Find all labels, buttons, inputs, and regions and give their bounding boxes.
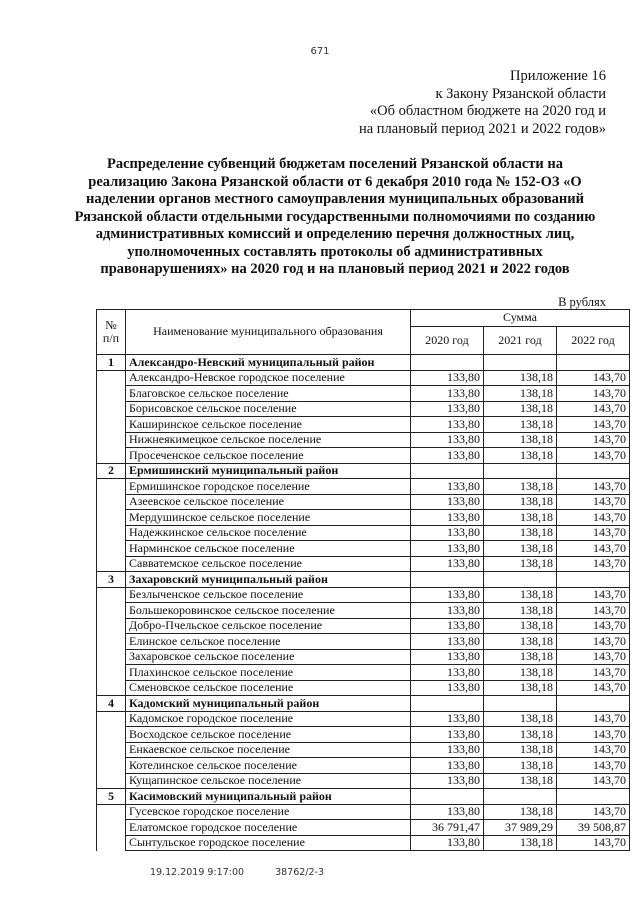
table-row xyxy=(97,370,630,386)
value-2020: 133,80 xyxy=(411,510,484,526)
value-2021: 138,18 xyxy=(484,541,557,557)
value-2021: 138,18 xyxy=(484,758,557,774)
settlement-name: Савватемское сельское поселение xyxy=(126,556,411,572)
table-row xyxy=(97,587,630,603)
value-2022: 143,70 xyxy=(557,556,630,572)
value-2020: 133,80 xyxy=(411,727,484,743)
settlement-name: Александро-Невское городское поселение xyxy=(126,370,411,386)
appendix-line-1: Приложение 16 xyxy=(510,68,606,84)
row-number-cell xyxy=(97,835,126,851)
subsidy-table xyxy=(96,309,630,851)
value-2022: 143,70 xyxy=(557,680,630,696)
value-2022: 143,70 xyxy=(557,665,630,681)
settlement-name: Ермишинское городское поселение xyxy=(126,479,411,495)
value-2021: 138,18 xyxy=(484,665,557,681)
table-row xyxy=(97,479,630,495)
value-2021: 138,18 xyxy=(484,680,557,696)
row-number-cell xyxy=(97,370,126,386)
value-2021: 138,18 xyxy=(484,417,557,433)
empty-cell xyxy=(411,696,484,712)
value-2022: 143,70 xyxy=(557,603,630,619)
value-2022: 143,70 xyxy=(557,804,630,820)
appendix-line-2: к Закону Рязанской области xyxy=(435,85,606,102)
value-2020: 133,80 xyxy=(411,618,484,634)
settlement-name: Азеевское сельское поселение xyxy=(126,494,411,510)
empty-cell xyxy=(484,463,557,479)
value-2020: 133,80 xyxy=(411,448,484,464)
value-2022: 143,70 xyxy=(557,727,630,743)
empty-cell xyxy=(557,572,630,588)
row-number-cell xyxy=(97,587,126,603)
table-row xyxy=(97,432,630,448)
appendix-line-4: на плановый период 2021 и 2022 годов» xyxy=(358,120,606,137)
district-number: 3 xyxy=(97,572,126,588)
value-2020: 133,80 xyxy=(411,603,484,619)
settlement-name: Кадомское городское поселение xyxy=(126,711,411,727)
empty-cell xyxy=(557,463,630,479)
value-2020: 133,80 xyxy=(411,680,484,696)
value-2020: 133,80 xyxy=(411,479,484,495)
empty-cell xyxy=(484,572,557,588)
empty-cell xyxy=(557,696,630,712)
settlement-name: Захаровское сельское поселение xyxy=(126,649,411,665)
value-2021: 138,18 xyxy=(484,835,557,851)
row-number-cell xyxy=(97,649,126,665)
value-2021: 138,18 xyxy=(484,556,557,572)
district-number: 1 xyxy=(97,355,126,371)
settlement-name: Надежкинское сельское поселение xyxy=(126,525,411,541)
empty-cell xyxy=(557,789,630,805)
units-label: В рублях xyxy=(558,295,606,309)
row-number-cell xyxy=(97,711,126,727)
row-number-cell xyxy=(97,541,126,557)
table-row xyxy=(97,742,630,758)
settlement-name: Безлыченское сельское поселение xyxy=(126,587,411,603)
row-number-cell xyxy=(97,634,126,650)
value-2020: 133,80 xyxy=(411,587,484,603)
settlement-name: Елатомское городское поселение xyxy=(126,820,411,836)
settlement-name: Кущапинское сельское поселение xyxy=(126,773,411,789)
value-2022: 143,70 xyxy=(557,758,630,774)
value-2022: 143,70 xyxy=(557,742,630,758)
value-2022: 143,70 xyxy=(557,401,630,417)
footer-doc-id: 38762/2-3 xyxy=(275,867,325,878)
value-2021: 138,18 xyxy=(484,711,557,727)
value-2020: 133,80 xyxy=(411,773,484,789)
value-2022: 143,70 xyxy=(557,448,630,464)
table-row xyxy=(97,494,630,510)
value-2022: 143,70 xyxy=(557,370,630,386)
value-2020: 133,80 xyxy=(411,401,484,417)
row-number-cell xyxy=(97,525,126,541)
settlement-name: Котелинское сельское поселение xyxy=(126,758,411,774)
table-row xyxy=(97,541,630,557)
district-name: Кадомский муниципальный район xyxy=(126,696,411,712)
settlement-name: Просеченское сельское поселение xyxy=(126,448,411,464)
row-number-cell xyxy=(97,727,126,743)
table-row xyxy=(97,758,630,774)
header-year-2020: 2020 год xyxy=(411,327,484,355)
row-number-cell xyxy=(97,742,126,758)
header-year-2021: 2021 год xyxy=(484,327,557,355)
table-row xyxy=(97,649,630,665)
settlement-name: Мердушинское сельское поселение xyxy=(126,510,411,526)
value-2022: 143,70 xyxy=(557,417,630,433)
value-2021: 138,18 xyxy=(484,432,557,448)
value-2021: 138,18 xyxy=(484,742,557,758)
row-number-cell xyxy=(97,417,126,433)
value-2022: 143,70 xyxy=(557,618,630,634)
empty-cell xyxy=(484,696,557,712)
empty-cell xyxy=(411,355,484,371)
table-row xyxy=(97,835,630,851)
value-2021: 138,18 xyxy=(484,386,557,402)
district-row xyxy=(97,696,630,712)
district-name: Ермишинский муниципальный район xyxy=(126,463,411,479)
settlement-name: Сынтульское городское поселение xyxy=(126,835,411,851)
document-title: Распределение субвенций бюджетам поселений Рязанской области на реализацию Закона Рязанской области от 6 декабря 2010 года № 152-ОЗ «О наделении органов местного самоуправления муниципальных образований Рязанской области отдельными государственными полномочиями по созданию административных комиссий и определению перечня должностных лиц, уполномоченных составлять протоколы об административных правонарушениях» на 2020 год и на плановый период 2021 и 2022 годов xyxy=(74,156,596,277)
value-2020: 133,80 xyxy=(411,370,484,386)
value-2022: 39 508,87 xyxy=(557,820,630,836)
table-row xyxy=(97,680,630,696)
value-2022: 143,70 xyxy=(557,510,630,526)
row-number-cell xyxy=(97,432,126,448)
settlement-name: Борисовское сельское поселение xyxy=(126,401,411,417)
value-2021: 138,18 xyxy=(484,494,557,510)
table-row xyxy=(97,603,630,619)
row-number-cell xyxy=(97,758,126,774)
row-number-cell xyxy=(97,386,126,402)
value-2022: 143,70 xyxy=(557,494,630,510)
value-2021: 138,18 xyxy=(484,649,557,665)
empty-cell xyxy=(411,463,484,479)
value-2021: 138,18 xyxy=(484,479,557,495)
district-row xyxy=(97,355,630,371)
district-row xyxy=(97,463,630,479)
row-number-cell xyxy=(97,494,126,510)
table-row xyxy=(97,665,630,681)
value-2022: 143,70 xyxy=(557,479,630,495)
value-2020: 133,80 xyxy=(411,556,484,572)
value-2021: 138,18 xyxy=(484,804,557,820)
value-2021: 138,18 xyxy=(484,727,557,743)
value-2021: 138,18 xyxy=(484,587,557,603)
row-number-cell xyxy=(97,510,126,526)
value-2020: 133,80 xyxy=(411,417,484,433)
value-2022: 143,70 xyxy=(557,649,630,665)
row-number-cell xyxy=(97,680,126,696)
settlement-name: Елинское сельское поселение xyxy=(126,634,411,650)
value-2020: 133,80 xyxy=(411,835,484,851)
value-2022: 143,70 xyxy=(557,525,630,541)
value-2021: 138,18 xyxy=(484,448,557,464)
settlement-name: Добро-Пчельское сельское поселение xyxy=(126,618,411,634)
table-row xyxy=(97,448,630,464)
value-2020: 133,80 xyxy=(411,758,484,774)
value-2022: 143,70 xyxy=(557,773,630,789)
value-2020: 133,80 xyxy=(411,649,484,665)
value-2020: 133,80 xyxy=(411,634,484,650)
header-number: № п/п xyxy=(97,310,126,355)
row-number-cell xyxy=(97,479,126,495)
empty-cell xyxy=(484,355,557,371)
district-name: Александро-Невский муниципальный район xyxy=(126,355,411,371)
row-number-cell xyxy=(97,773,126,789)
page-number: 671 xyxy=(310,46,330,57)
table-row xyxy=(97,525,630,541)
settlement-name: Большекоровинское сельское поселение xyxy=(126,603,411,619)
settlement-name: Нижнеякимецкое сельское поселение xyxy=(126,432,411,448)
settlement-name: Сменовское сельское поселение xyxy=(126,680,411,696)
table-row xyxy=(97,401,630,417)
settlement-name: Гусевское городское поселение xyxy=(126,804,411,820)
value-2021: 138,18 xyxy=(484,401,557,417)
table-row xyxy=(97,711,630,727)
table-row xyxy=(97,510,630,526)
value-2022: 143,70 xyxy=(557,541,630,557)
value-2020: 133,80 xyxy=(411,541,484,557)
table-row xyxy=(97,417,630,433)
empty-cell xyxy=(484,789,557,805)
value-2022: 143,70 xyxy=(557,835,630,851)
row-number-cell xyxy=(97,804,126,820)
appendix-heading xyxy=(359,68,606,138)
district-row xyxy=(97,789,630,805)
table-row xyxy=(97,820,630,836)
value-2020: 133,80 xyxy=(411,711,484,727)
value-2021: 37 989,29 xyxy=(484,820,557,836)
table-row xyxy=(97,634,630,650)
district-name: Касимовский муниципальный район xyxy=(126,789,411,805)
appendix-line-3: «Об областном бюджете на 2020 год и xyxy=(369,103,606,119)
value-2020: 133,80 xyxy=(411,432,484,448)
value-2022: 143,70 xyxy=(557,587,630,603)
table-body xyxy=(97,355,630,851)
table-row xyxy=(97,386,630,402)
district-row xyxy=(97,572,630,588)
footer xyxy=(150,867,352,878)
district-number: 5 xyxy=(97,789,126,805)
table-header xyxy=(97,310,630,355)
value-2020: 133,80 xyxy=(411,386,484,402)
row-number-cell xyxy=(97,401,126,417)
value-2020: 133,80 xyxy=(411,525,484,541)
row-number-cell xyxy=(97,665,126,681)
value-2021: 138,18 xyxy=(484,618,557,634)
value-2020: 133,80 xyxy=(411,804,484,820)
value-2021: 138,18 xyxy=(484,634,557,650)
row-number-cell xyxy=(97,556,126,572)
table-row xyxy=(97,804,630,820)
value-2020: 133,80 xyxy=(411,494,484,510)
table-row xyxy=(97,773,630,789)
row-number-cell xyxy=(97,820,126,836)
settlement-name: Каширинское сельское поселение xyxy=(126,417,411,433)
value-2022: 143,70 xyxy=(557,432,630,448)
settlement-name: Плахинское сельское поселение xyxy=(126,665,411,681)
header-year-2022: 2022 год xyxy=(557,327,630,355)
header-sum: Сумма xyxy=(411,310,630,327)
value-2020: 36 791,47 xyxy=(411,820,484,836)
value-2021: 138,18 xyxy=(484,773,557,789)
settlement-name: Восходское сельское поселение xyxy=(126,727,411,743)
table-row xyxy=(97,618,630,634)
table-row xyxy=(97,556,630,572)
value-2020: 133,80 xyxy=(411,665,484,681)
row-number-cell xyxy=(97,603,126,619)
value-2021: 138,18 xyxy=(484,603,557,619)
value-2021: 138,18 xyxy=(484,510,557,526)
footer-datetime: 19.12.2019 9:17:00 xyxy=(150,867,245,878)
settlement-name: Енкаевское сельское поселение xyxy=(126,742,411,758)
value-2021: 138,18 xyxy=(484,370,557,386)
empty-cell xyxy=(411,789,484,805)
district-number: 2 xyxy=(97,463,126,479)
district-number: 4 xyxy=(97,696,126,712)
value-2021: 138,18 xyxy=(484,525,557,541)
value-2020: 133,80 xyxy=(411,742,484,758)
value-2022: 143,70 xyxy=(557,634,630,650)
row-number-cell xyxy=(97,448,126,464)
value-2022: 143,70 xyxy=(557,386,630,402)
empty-cell xyxy=(557,355,630,371)
value-2022: 143,70 xyxy=(557,711,630,727)
table-row xyxy=(97,727,630,743)
district-name: Захаровский муниципальный район xyxy=(126,572,411,588)
header-name: Наименование муниципального образования xyxy=(126,310,411,355)
settlement-name: Нарминское сельское поселение xyxy=(126,541,411,557)
settlement-name: Благовское сельское поселение xyxy=(126,386,411,402)
empty-cell xyxy=(411,572,484,588)
row-number-cell xyxy=(97,618,126,634)
